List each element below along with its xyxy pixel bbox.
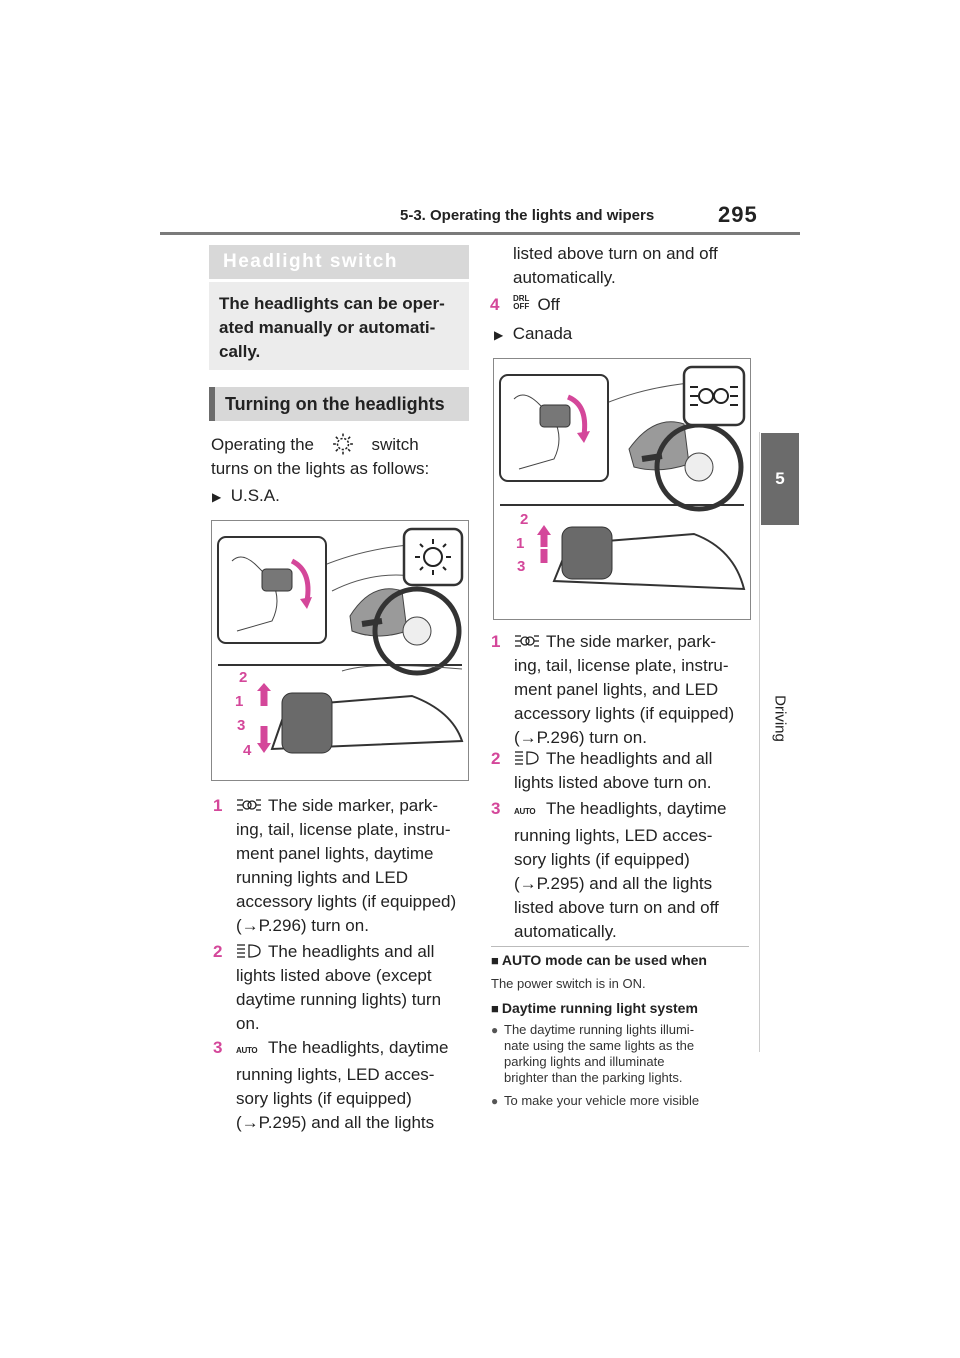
canada-step-3-line: The headlights, daytime bbox=[546, 799, 727, 818]
figure-divider bbox=[500, 504, 744, 506]
figure-label-4: 4 bbox=[243, 742, 252, 759]
side-divider bbox=[759, 432, 760, 1052]
canada-step-3-number: 3 bbox=[491, 799, 501, 818]
light-symbol-icon bbox=[323, 433, 363, 455]
usa-step-4-number: 4 bbox=[490, 295, 500, 314]
drl-heading: ■ Daytime running light system bbox=[491, 1000, 698, 1016]
headlight-switch-banner: Headlight switch bbox=[209, 245, 469, 279]
usa-step-2-line: on. bbox=[236, 1014, 260, 1033]
usa-step-1-line: ing, tail, license plate, instru- bbox=[236, 820, 451, 839]
drl-off-icon-bottom: OFF bbox=[513, 302, 530, 311]
usa-step-3-line: running lights, LED acces- bbox=[236, 1065, 435, 1084]
usa-step-4-text: Off bbox=[537, 295, 560, 314]
auto-mode-heading-text: AUTO mode can be used when bbox=[501, 952, 707, 968]
page-number: 295 bbox=[718, 202, 758, 227]
chapter-tab[interactable]: 5 bbox=[761, 433, 799, 525]
canada-step-1-line: The side marker, park- bbox=[546, 632, 717, 651]
section-title: 5-3. Operating the lights and wipers bbox=[400, 207, 655, 224]
canada-step-1-line: ing, tail, license plate, instru- bbox=[514, 656, 729, 675]
usa-step-2-line: daytime running lights) turn bbox=[236, 990, 442, 1009]
usa-step-3-line: (→P.295) and all the lights bbox=[236, 1113, 435, 1132]
canada-step-2 bbox=[491, 747, 753, 795]
canada-step-1-line: (→P.296) turn on. bbox=[514, 728, 647, 747]
subsection-title: Turning on the headlights bbox=[209, 387, 469, 421]
canada-step-1-number: 1 bbox=[491, 632, 501, 651]
drl-bullet-2: ● To make your vehicle more visible bbox=[491, 1093, 753, 1109]
figure-label-2: 2 bbox=[520, 511, 529, 528]
drl-bullet-1: ● The daytime running lights illumi- nate using the same lights as the parking lights and illuminate brighter than the parking lights. bbox=[491, 1022, 753, 1086]
operating-text-line2: turns on the lights as follows: bbox=[211, 459, 430, 478]
operating-text-b: switch bbox=[371, 435, 419, 454]
drl-bullet-2-text: To make your vehicle more visible bbox=[504, 1093, 700, 1108]
drl-bullet-1-line: brighter than the parking lights. bbox=[504, 1070, 683, 1085]
notes-divider bbox=[491, 946, 749, 947]
figure-label-2: 2 bbox=[239, 669, 248, 686]
usa-step-1-line: The side marker, park- bbox=[268, 796, 439, 815]
canada-step-3-line: sory lights (if equipped) bbox=[514, 850, 690, 869]
drl-off-icon-top: DRL bbox=[513, 294, 530, 303]
drl-bullet-1-line: nate using the same lights as the bbox=[504, 1038, 695, 1053]
figure-label-1: 1 bbox=[516, 535, 525, 552]
region-canada-label: Canada bbox=[512, 324, 573, 343]
headlight-icon bbox=[236, 943, 262, 959]
figure-divider bbox=[218, 664, 462, 666]
headlight-icon bbox=[514, 750, 540, 766]
usa-step-2-line: The headlights and all bbox=[268, 942, 435, 961]
usa-headlight-figure bbox=[211, 520, 469, 781]
usa-step-1 bbox=[213, 794, 473, 938]
usa-step-2 bbox=[213, 940, 473, 1036]
drl-off-icon bbox=[513, 295, 529, 311]
region-canada: ▶ Canada bbox=[494, 324, 573, 343]
usa-step-3-number: 3 bbox=[213, 1038, 223, 1057]
figure-label-3: 3 bbox=[517, 558, 526, 575]
region-usa-label: U.S.A. bbox=[230, 486, 280, 505]
canada-step-2-line: The headlights and all bbox=[546, 749, 713, 768]
continued-line: listed above turn on and off bbox=[513, 244, 718, 263]
continued-text bbox=[513, 242, 753, 290]
canada-step-3-line: running lights, LED acces- bbox=[514, 826, 713, 845]
canada-step-3-line: listed above turn on and off bbox=[514, 898, 719, 917]
usa-step-1-line: (→P.296) turn on. bbox=[236, 916, 369, 935]
usa-step-2-line: lights listed above (except bbox=[236, 966, 432, 985]
auto-icon: AUTO bbox=[514, 807, 536, 816]
auto-icon: AUTO bbox=[236, 1046, 258, 1055]
canada-step-1 bbox=[491, 630, 753, 750]
drl-bullet-1-line: The daytime running lights illumi- bbox=[504, 1022, 695, 1037]
auto-mode-heading: ■ AUTO mode can be used when bbox=[491, 952, 707, 968]
operating-text bbox=[211, 433, 471, 481]
canada-step-1-line: ment panel lights, and LED bbox=[514, 680, 719, 699]
region-usa: ▶ U.S.A. bbox=[212, 486, 280, 505]
usa-step-1-line: running lights and LED bbox=[236, 868, 409, 887]
auto-mode-text: The power switch is in ON. bbox=[491, 976, 646, 991]
header-divider bbox=[160, 232, 800, 235]
side-marker-icon bbox=[236, 797, 262, 813]
canada-step-3-line: automatically. bbox=[514, 922, 617, 941]
side-marker-icon bbox=[514, 633, 540, 649]
drl-heading-text: Daytime running light system bbox=[501, 1000, 698, 1016]
usa-step-1-line: accessory lights (if equipped) bbox=[236, 892, 457, 911]
usa-step-1-line: ment panel lights, daytime bbox=[236, 844, 434, 863]
drl-bullet-1-line: parking lights and illuminate bbox=[504, 1054, 665, 1069]
continued-line: automatically. bbox=[513, 268, 616, 287]
canada-step-2-number: 2 bbox=[491, 749, 501, 768]
usa-step-2-number: 2 bbox=[213, 942, 223, 961]
figure-label-3: 3 bbox=[237, 717, 246, 734]
operating-text-a: Operating the bbox=[211, 435, 315, 454]
canada-headlight-figure bbox=[493, 358, 751, 620]
chapter-name: Driving bbox=[771, 695, 789, 742]
canada-step-1-line: accessory lights (if equipped) bbox=[514, 704, 735, 723]
usa-step-3-line: sory lights (if equipped) bbox=[236, 1089, 412, 1108]
intro-box: The headlights can be oper- ated manually or automati- cally. bbox=[209, 282, 469, 370]
usa-step-1-number: 1 bbox=[213, 796, 223, 815]
usa-step-4 bbox=[490, 293, 750, 317]
canada-illustration bbox=[494, 359, 750, 619]
usa-step-3-line: The headlights, daytime bbox=[268, 1038, 449, 1057]
canada-step-2-line: lights listed above turn on. bbox=[514, 773, 712, 792]
figure-label-1: 1 bbox=[235, 693, 244, 710]
usa-step-3 bbox=[213, 1036, 473, 1135]
canada-step-3-line: (→P.295) and all the lights bbox=[514, 874, 713, 893]
canada-step-3 bbox=[491, 797, 753, 944]
